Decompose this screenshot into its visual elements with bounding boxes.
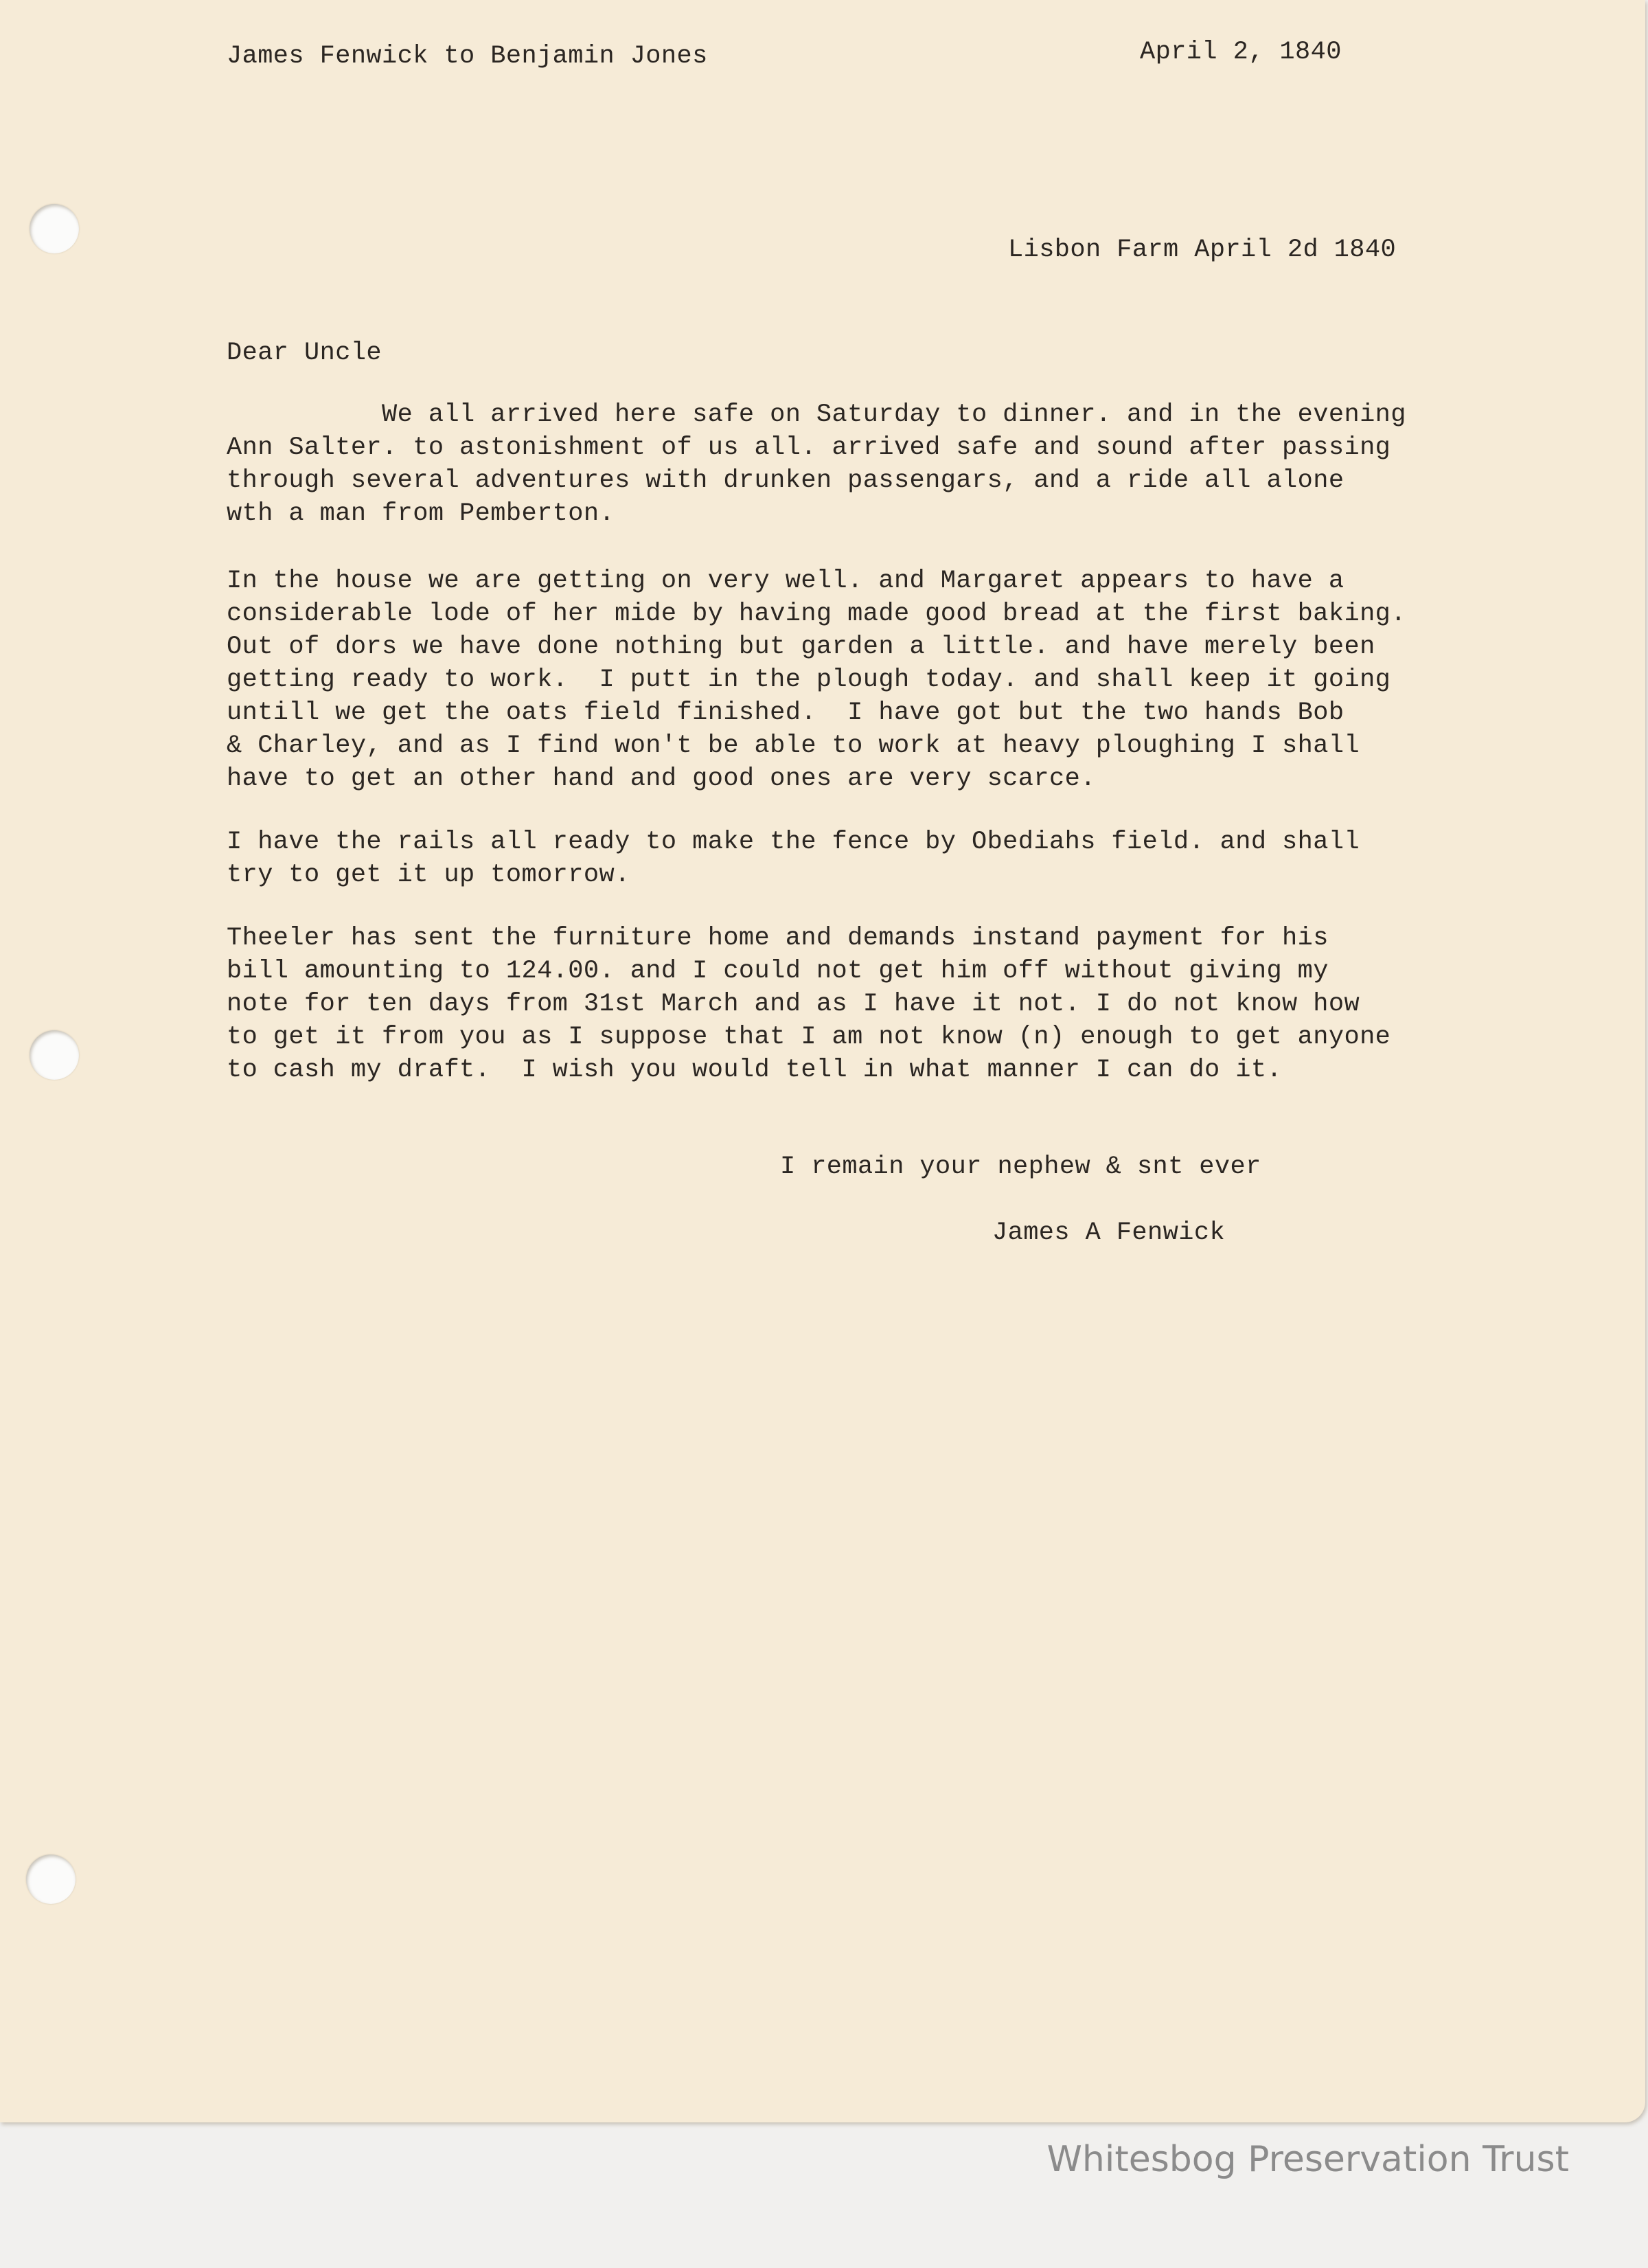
paragraph-line: wth a man from Pemberton. <box>227 499 615 528</box>
header-correspondents: James Fenwick to Benjamin Jones <box>227 42 708 71</box>
paragraph-line: to cash my draft. I wish you would tell in what manner I can do it. <box>227 1056 1283 1085</box>
punch-hole-bottom <box>26 1855 76 1904</box>
punch-hole-middle <box>30 1030 79 1080</box>
paragraph-line: bill amounting to 124.00. and I could not get him off without giving my <box>227 957 1329 986</box>
paragraph-line: Out of dors we have done nothing but garden a little. and have merely been <box>227 633 1375 661</box>
letter-place-date: Lisbon Farm April 2d 1840 <box>1008 236 1397 264</box>
letter-signature: James A Fenwick <box>992 1218 1226 1247</box>
header-date: April 2, 1840 <box>1140 38 1342 67</box>
letter-salutation: Dear Uncle <box>227 339 382 367</box>
paragraph-line: try to get it up tomorrow. <box>227 861 630 889</box>
paragraph-line: note for ten days from 31st March and as I have it not. I do not know how <box>227 990 1360 1019</box>
letter-closing: I remain your nephew & snt ever <box>780 1153 1261 1181</box>
paragraph-line: through several adventures with drunken passengars, and a ride all alone <box>227 466 1344 495</box>
paragraph-line: We all arrived here safe on Saturday to dinner. and in the evening <box>227 400 1406 429</box>
paragraph-line: I have the rails all ready to make the fence by Obediahs field. and shall <box>227 828 1360 857</box>
paragraph-line: Theeler has sent the furniture home and demands instand payment for his <box>227 924 1329 953</box>
paragraph-line: considerable lode of her mide by having made good bread at the first baking. <box>227 600 1406 628</box>
paragraph-line: getting ready to work. I putt in the plough today. and shall keep it going <box>227 666 1391 694</box>
paragraph-arrival <box>227 398 1406 530</box>
paragraph-furniture <box>227 922 1390 1087</box>
paragraph-house <box>227 565 1406 795</box>
punch-hole-top <box>30 204 79 253</box>
paragraph-line: untill we get the oats field finished. I have got but the two hands Bob <box>227 699 1344 727</box>
paragraph-line: & Charley, and as I find won't be able to work at heavy ploughing I shall <box>227 732 1360 760</box>
paragraph-line: Ann Salter. to astonishment of us all. arrived safe and sound after passing <box>227 433 1391 462</box>
paragraph-line: have to get an other hand and good ones are very scarce. <box>227 764 1096 793</box>
paragraph-line: to get it from you as I suppose that I am not know (n) enough to get anyone <box>227 1023 1391 1052</box>
paragraph-line: In the house we are getting on very well. and Margaret appears to have a <box>227 567 1344 596</box>
watermark-credit: Whitesbog Preservation Trust <box>1046 2139 1569 2180</box>
paragraph-rails <box>227 826 1360 892</box>
